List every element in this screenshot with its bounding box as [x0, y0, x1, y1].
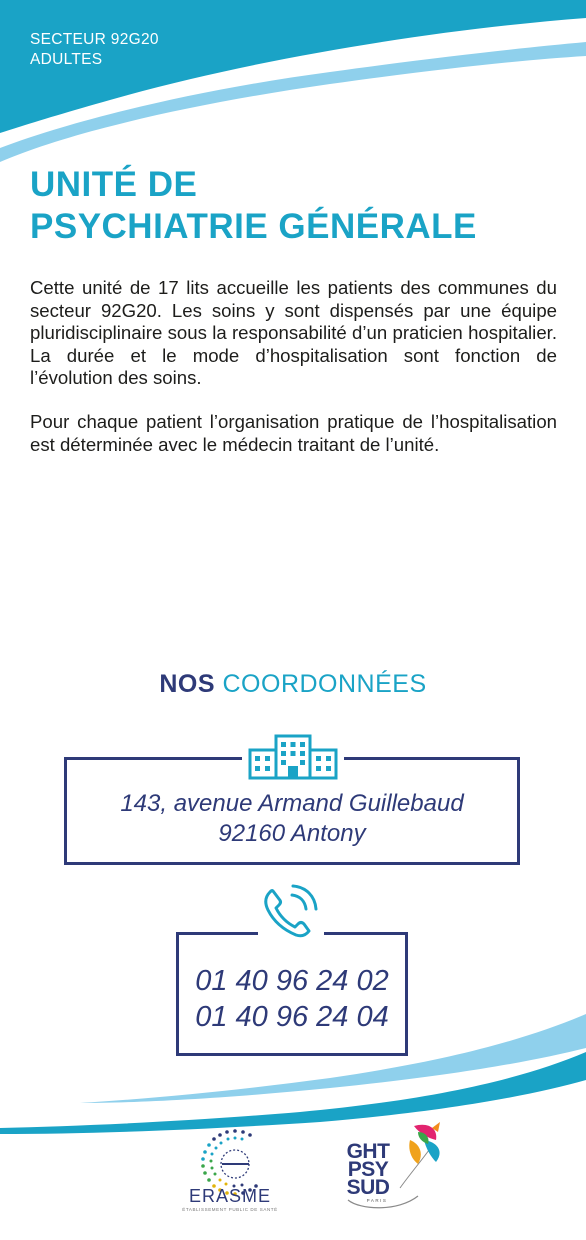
sector-population: ADULTES	[30, 51, 103, 68]
ght-line-3: SUD	[346, 1176, 390, 1199]
building-icon	[242, 732, 344, 782]
address-city[interactable]: 92160 Antony	[218, 820, 366, 847]
page-title	[30, 164, 477, 248]
phone-number-1[interactable]: 01 40 96 24 02	[195, 965, 389, 997]
address	[64, 789, 520, 849]
contact-heading	[0, 670, 586, 699]
contact-heading-coord: COORDONNÉES	[222, 670, 427, 698]
description-paragraph-1: Cette unité de 17 lits accueille les patients des communes du secteur 92G20. Les soins y sont dispensés par une équipe pluridisciplinaire sous la responsabilité d’un praticien hospitalier. La durée et le mode d’hospitalisation sont fonction de l’évolution des soins.	[30, 277, 557, 388]
address-street[interactable]: 143, avenue Armand Guillebaud	[120, 790, 464, 817]
erasme-tagline: ÉTABLISSEMENT PUBLIC DE SANTÉ	[182, 1207, 278, 1212]
phone-icon	[258, 880, 324, 942]
ght-line-2: PSY	[347, 1158, 389, 1181]
ght-line-1: GHT	[346, 1140, 390, 1163]
sector-label	[30, 30, 159, 70]
ght-city: PARIS	[366, 1198, 388, 1203]
description-paragraph-2: Pour chaque patient l’organisation pratique de l’hospitalisation est déterminée avec le médecin traitant de l’unité.	[30, 411, 557, 455]
contact-heading-nos: NOS	[159, 670, 216, 698]
phone-number-2[interactable]: 01 40 96 24 04	[195, 1001, 389, 1033]
title-line-1: UNITÉ DE	[30, 165, 198, 204]
erasme-name: ERASME	[188, 1186, 272, 1206]
sector-code: SECTEUR 92G20	[30, 31, 159, 48]
ght-psy-sud-logo	[340, 1118, 450, 1218]
header-wave	[0, 0, 586, 175]
title-line-2: PSYCHIATRIE GÉNÉRALE	[30, 207, 477, 246]
footer-wave	[0, 1000, 586, 1135]
